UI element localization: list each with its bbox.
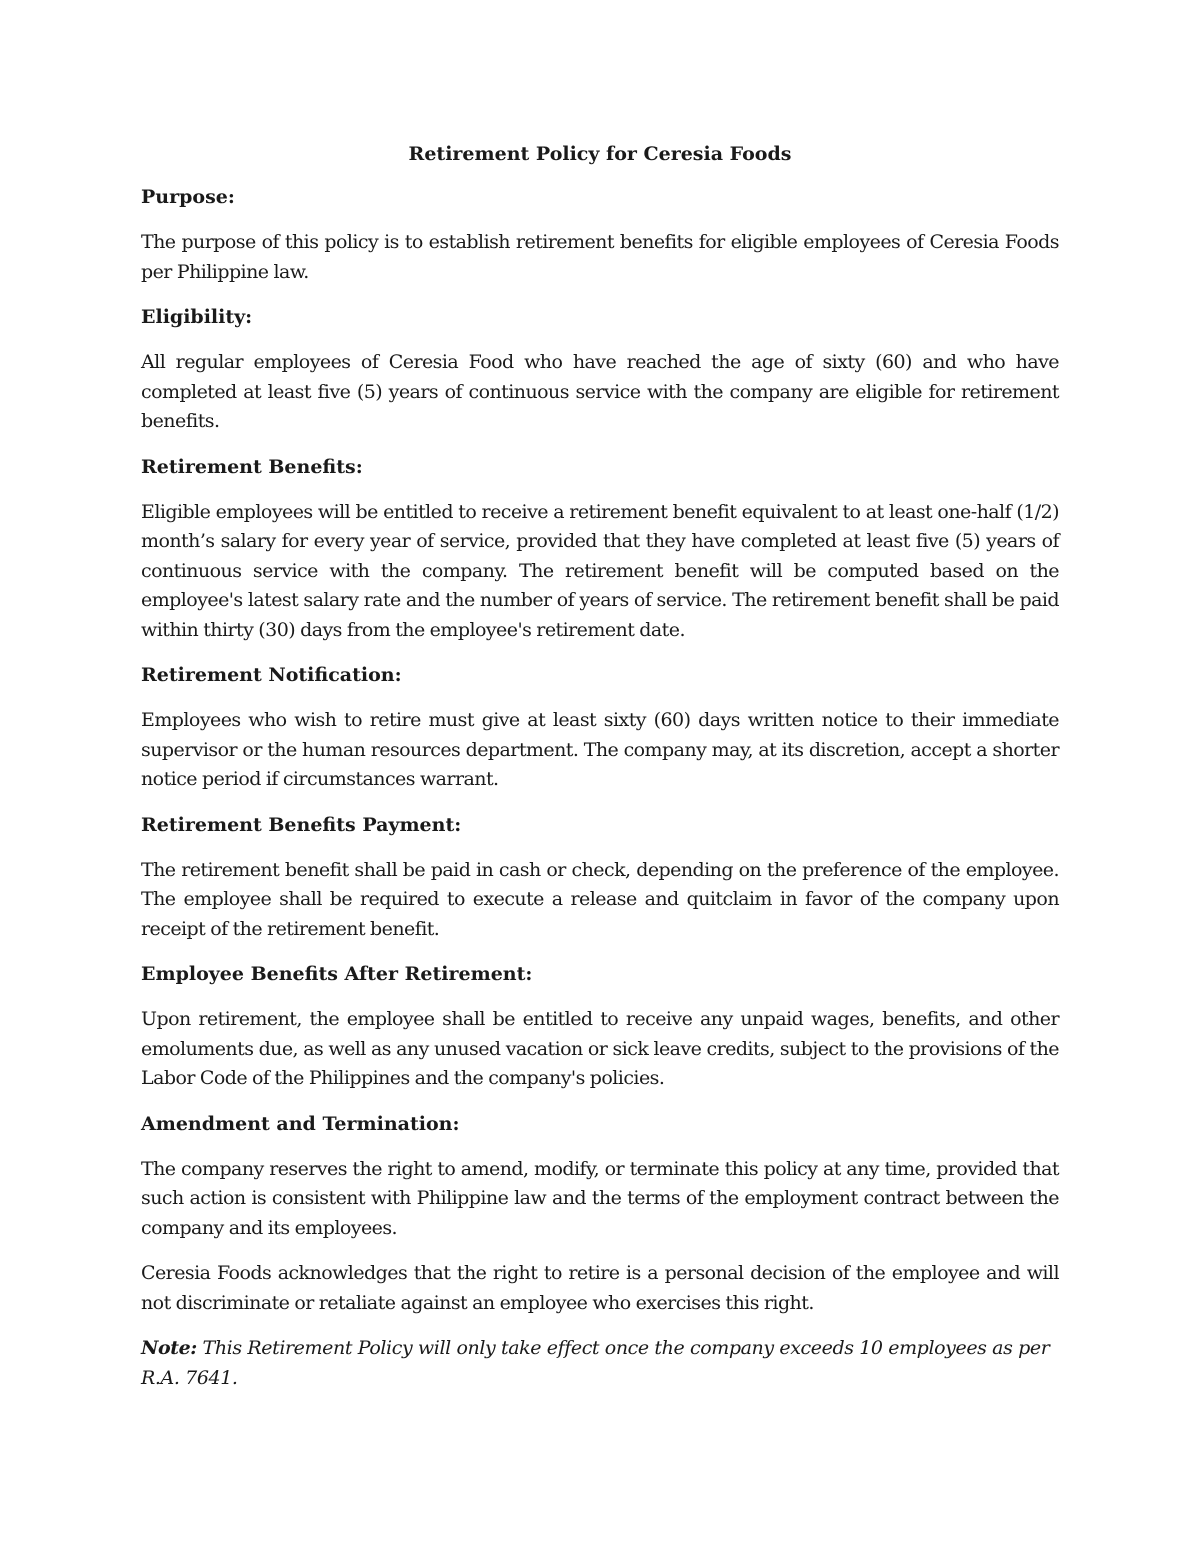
- section-paragraph-retirement-notification: Employees who wish to retire must give at least sixty (60) days written notice to their immediate supervisor or the human resources department. The company may, at its discretion, accept a shorter notice period if circumstances warrant.: [141, 709, 1059, 790]
- note-label: Note:: [141, 1337, 197, 1359]
- section-benefits-payment: [141, 811, 1059, 945]
- section-paragraph-purpose: The purpose of this policy is to establish retirement benefits for eligible employees of Ceresia Foods per Philippine law.: [141, 231, 1059, 283]
- section-retirement-notification: [141, 661, 1059, 795]
- section-paragraph-benefits-payment: The retirement benefit shall be paid in cash or check, depending on the preference of the employee. The employee shall be required to execute a release and quitclaim in favor of the company upon receipt of the retirement benefit.: [141, 858, 1059, 940]
- section-paragraph-acknowledgement: Ceresia Foods acknowledges that the right to retire is a personal decision of the employee and will not discriminate or retaliate against an employee who exercises this right.: [141, 1262, 1059, 1314]
- section-paragraph-eligibility: All regular employees of Ceresia Food who have reached the age of sixty (60) and who have completed at least five (5) years of continuous service with the company are eligible for retirement benefits.: [141, 351, 1059, 432]
- section-retirement-benefits: [141, 453, 1059, 646]
- section-heading-retirement-notification: Retirement Notification:: [141, 664, 402, 686]
- section-heading-amendment-termination: Amendment and Termination:: [141, 1112, 460, 1135]
- section-heading-retirement-benefits: Retirement Benefits:: [141, 455, 363, 478]
- policy-note: [141, 1334, 1059, 1393]
- document-title: Retirement Policy for Ceresia Foods: [408, 143, 792, 165]
- section-heading-purpose: Purpose:: [141, 186, 235, 208]
- section-eligibility: [141, 303, 1059, 437]
- section-heading-benefits-payment: Retirement Benefits Payment:: [141, 813, 462, 836]
- section-heading-eligibility: Eligibility:: [141, 306, 253, 328]
- section-amendment-termination: [141, 1110, 1059, 1319]
- section-paragraph-benefits-after-retirement: Upon retirement, the employee shall be entitled to receive any unpaid wages, benefits, and other emoluments due, as well as any unused vacation or sick leave credits, subject to the provisions of the Labor Code of the Philippines and the company's policies.: [141, 1008, 1059, 1089]
- section-paragraph-amendment-termination: The company reserves the right to amend, modify, or terminate this policy at any time, provided that such action is consistent with Philippine law and the terms of the employment contract between the company and its employees.: [141, 1157, 1059, 1239]
- section-heading-benefits-after-retirement: Employee Benefits After Retirement:: [141, 963, 533, 985]
- section-benefits-after-retirement: [141, 960, 1059, 1094]
- section-purpose: [141, 183, 1059, 287]
- note-text: This Retirement Policy will only take effect once the company exceeds 10 employees as per R.A. 7641.: [141, 1337, 1050, 1389]
- document-page: [141, 140, 1059, 1393]
- section-paragraph-retirement-benefits: Eligible employees will be entitled to receive a retirement benefit equivalent to at least one-half (1/2) month’s salary for every year of service, provided that they have completed at least five (5) years of continuous service with the company. The retirement benefit will be computed based on the employee's latest salary rate and the number of years of service. The retirement benefit shall be paid within thirty (30) days from the employee's retirement date.: [141, 500, 1059, 641]
